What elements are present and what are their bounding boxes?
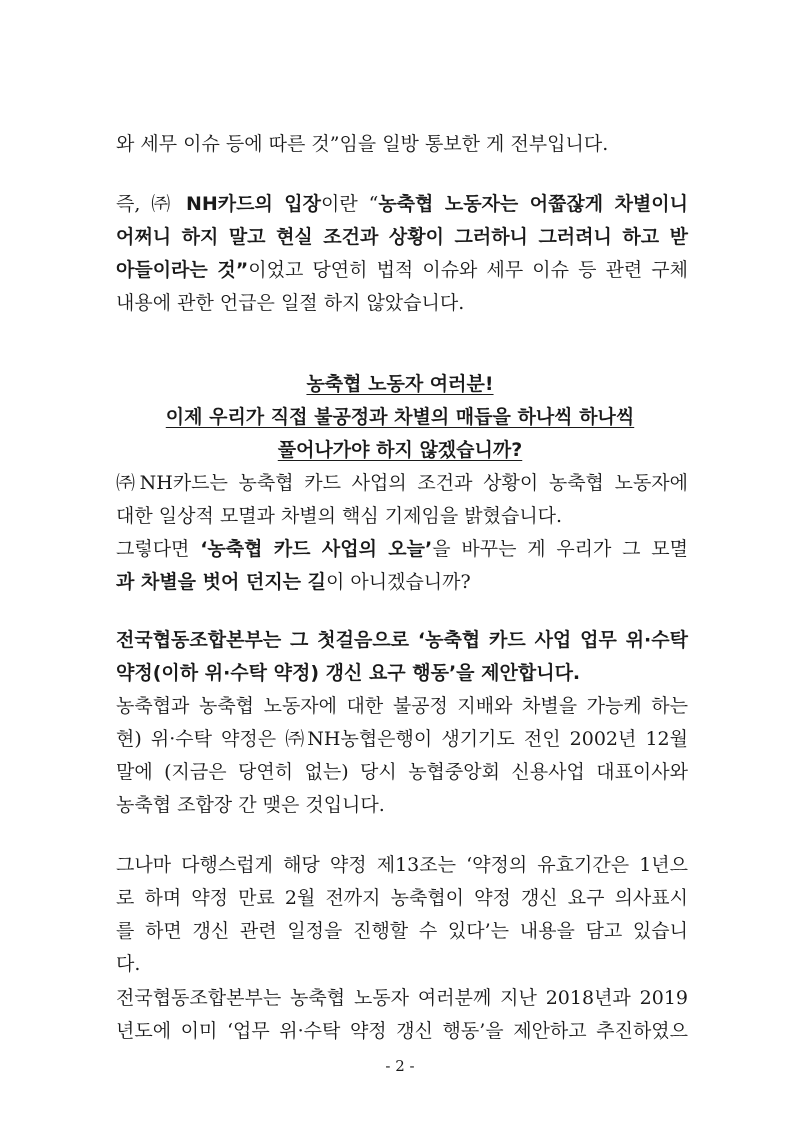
paragraph-line: 어쩌니 하지 말고 현실 조건과 상황이 그러하니 그러려니 하고 받 — [116, 226, 688, 248]
bold-text: 아들이라는 것” — [116, 259, 249, 281]
bold-text: ‘농축협 카드 사업의 오늘’ — [200, 538, 433, 560]
heading-text: 이제 우리가 직접 불공정과 차별의 매듭을 하나씩 하나씩 — [165, 406, 635, 428]
heading-text: 농축협 노동자 여러분! — [306, 373, 494, 395]
heading-line — [100, 371, 700, 397]
paragraph-line: 전국협동조합본부는 그 첫걸음으로 ‘농축협 카드 사업 업무 위·수탁 — [116, 629, 688, 651]
paragraph-line — [116, 569, 688, 595]
paragraph-line: 현) 위·수탁 약정은 ㈜NH농협은행이 생기기도 전인 2002년 12월 — [116, 728, 688, 750]
page-number: - 2 - — [385, 1057, 415, 1075]
text: 그렇다면 — [116, 538, 201, 560]
text: 을 바꾸는 게 우리가 그 모멸 — [432, 538, 688, 560]
paragraph-line: 대한 일상적 모멸과 차별의 핵심 기제임을 밝혔습니다. — [116, 505, 563, 527]
paragraph-line: 농축협 조합장 간 맺은 것입니다. — [116, 794, 385, 816]
paragraph-line: 로 하며 약정 만료 2월 전까지 농축협이 약정 갱신 요구 의사표시 — [116, 887, 688, 909]
heading-line — [100, 437, 700, 463]
paragraph-line: 말에 (지금은 당연히 없는) 당시 농협중앙회 신용사업 대표이사와 — [116, 761, 688, 783]
paragraph-line: 다. — [116, 953, 141, 975]
text: 즉, ㈜ — [116, 193, 186, 215]
text: 이 아니겠습니까? — [326, 571, 471, 593]
paragraph-line — [116, 536, 688, 562]
paragraph-line: 와 세무 이슈 등에 따른 것”임을 일방 통보한 게 전부입니다. — [116, 133, 609, 155]
paragraph-line — [116, 257, 688, 283]
bold-text: 농축협 노동자는 어쭙잖게 차별이니 — [378, 193, 688, 215]
paragraph-line: 약정(이하 위·수탁 약정) 갱신 요구 행동’을 제안합니다. — [116, 662, 581, 684]
text: 이었고 당연히 법적 이슈와 세무 이슈 등 관련 구체 — [248, 259, 688, 281]
paragraph-line — [116, 191, 688, 217]
paragraph-line: ㈜NH카드는 농축협 카드 사업의 조건과 상황이 농축협 노동자에 — [116, 472, 688, 494]
heading-text: 풀어나가야 하지 않겠습니까? — [277, 439, 523, 461]
bold-text: NH카드의 입장 — [185, 193, 322, 215]
heading-line — [100, 404, 700, 430]
paragraph-line: 년도에 이미 ‘업무 위·수탁 약정 갱신 행동’을 제안하고 추진하였으 — [116, 1020, 688, 1042]
paragraph-line: 그나마 다행스럽게 해당 약정 제13조는 ‘약정의 유효기간은 1년으 — [116, 854, 688, 876]
paragraph-line: 전국협동조합본부는 농축협 노동자 여러분께 지난 2018년과 2019 — [116, 987, 688, 1009]
bold-text: 과 차별을 벗어 던지는 길 — [116, 571, 326, 593]
paragraph-line: 농축협과 농축협 노동자에 대한 불공정 지배와 차별을 가능케 하는 — [116, 695, 688, 717]
text: 이란 “ — [321, 193, 379, 215]
paragraph-line: 를 하면 갱신 관련 일정을 진행할 수 있다’는 내용을 담고 있습니 — [116, 920, 688, 942]
paragraph-line: 내용에 관한 언급은 일절 하지 않았습니다. — [116, 292, 465, 314]
